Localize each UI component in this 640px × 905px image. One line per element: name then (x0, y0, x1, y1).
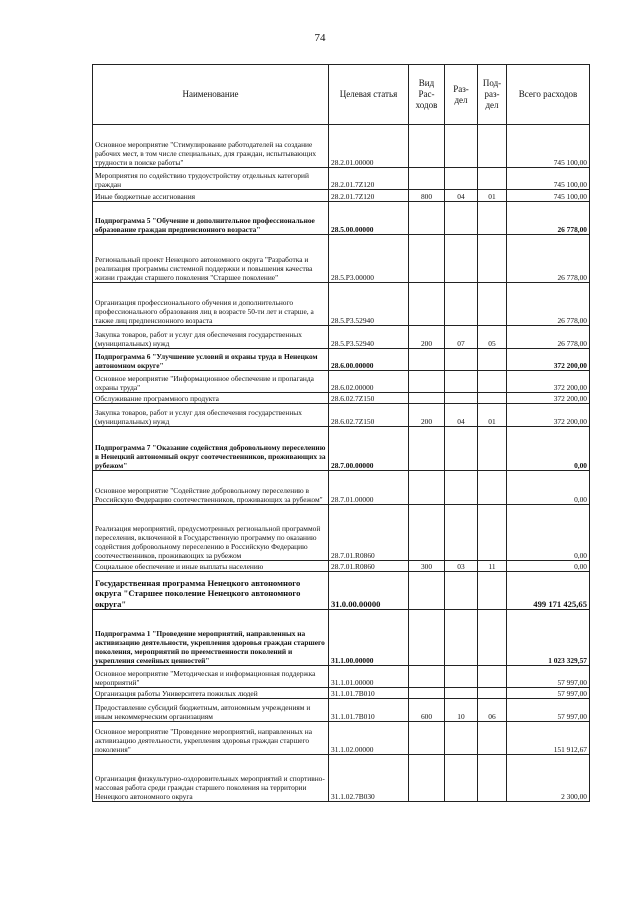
row-code: 31.1.01.00000 (329, 666, 409, 688)
row-total: 372 200,00 (507, 393, 590, 404)
header-vr: Вид Рас- ходов (409, 65, 445, 125)
table-row (93, 699, 590, 722)
row-total: 57 997,00 (507, 666, 590, 688)
row-rz (445, 471, 478, 505)
row-pr (478, 610, 507, 666)
row-total: 151 912,67 (507, 722, 590, 755)
row-pr (478, 572, 507, 610)
row-code: 28.2.01.7Z120 (329, 168, 409, 190)
row-rz (445, 202, 478, 235)
row-code: 28.6.02.00000 (329, 371, 409, 393)
row-rz (445, 393, 478, 404)
row-vr (409, 755, 445, 802)
row-pr (478, 722, 507, 755)
row-pr: 05 (478, 326, 507, 349)
row-rz: 07 (445, 326, 478, 349)
row-total: 0,00 (507, 505, 590, 561)
row-name: Закупка товаров, работ и услуг для обеспечения государственных (муниципальных) нужд (93, 404, 329, 427)
row-pr (478, 371, 507, 393)
row-vr (409, 371, 445, 393)
row-pr (478, 666, 507, 688)
row-pr (478, 283, 507, 326)
table-row (93, 235, 590, 283)
row-total: 0,00 (507, 427, 590, 471)
row-total: 57 997,00 (507, 688, 590, 699)
row-rz (445, 283, 478, 326)
row-name: Основное мероприятие "Проведение мероприятий, направленных на активизацию деятельности, укрепления здоровья граждан старшего поколения" (93, 722, 329, 755)
row-vr (409, 722, 445, 755)
row-code: 28.7.01.00000 (329, 471, 409, 505)
row-name: Закупка товаров, работ и услуг для обеспечения государственных (муниципальных) нужд (93, 326, 329, 349)
row-code: 28.5.P3.52940 (329, 283, 409, 326)
row-code: 28.6.00.00000 (329, 349, 409, 371)
row-name: Подпрограмма 5 "Обучение и дополнительное профессиональное образование граждан предпенсионного возраста" (93, 202, 329, 235)
row-pr (478, 688, 507, 699)
row-pr (478, 168, 507, 190)
row-name: Основное мероприятие "Методическая и информационная поддержка мероприятий" (93, 666, 329, 688)
row-pr: 11 (478, 561, 507, 572)
row-name: Подпрограмма 1 "Проведение мероприятий, направленных на активизацию деятельности, укрепления здоровья граждан старшего поколения, мероприятий по преемственности поколений и укрепления семейных ценностей" (93, 610, 329, 666)
table-row (93, 505, 590, 561)
row-pr (478, 235, 507, 283)
row-name: Иные бюджетные ассигнования (93, 190, 329, 202)
row-name: Обслуживание программного продукта (93, 393, 329, 404)
table-row (93, 168, 590, 190)
table-row (93, 722, 590, 755)
row-name: Мероприятия по содействию трудоустройству отдельных категорий граждан (93, 168, 329, 190)
row-total: 26 778,00 (507, 283, 590, 326)
row-total: 0,00 (507, 471, 590, 505)
row-name: Реализация мероприятий, предусмотренных региональной программой переселения, включенной в Государственную программу по оказанию содействия добровольному переселению в Российскую Федерацию соотечественников, проживающих за рубежом (93, 505, 329, 561)
row-rz (445, 349, 478, 371)
row-total: 26 778,00 (507, 326, 590, 349)
row-total: 26 778,00 (507, 202, 590, 235)
page-number: 74 (314, 32, 326, 44)
row-total: 745 100,00 (507, 190, 590, 202)
row-code: 28.7.01.R0860 (329, 505, 409, 561)
row-code: 28.6.02.7Z150 (329, 393, 409, 404)
row-total: 26 778,00 (507, 235, 590, 283)
row-pr (478, 471, 507, 505)
row-pr (478, 202, 507, 235)
row-vr (409, 572, 445, 610)
table-row (93, 610, 590, 666)
row-rz: 04 (445, 190, 478, 202)
row-code: 28.2.01.00000 (329, 125, 409, 168)
row-vr (409, 349, 445, 371)
row-code: 28.7.01.R0860 (329, 561, 409, 572)
row-code: 28.2.01.7Z120 (329, 190, 409, 202)
row-code: 28.5.P3.52940 (329, 326, 409, 349)
row-total: 57 997,00 (507, 699, 590, 722)
row-vr (409, 471, 445, 505)
row-vr (409, 427, 445, 471)
row-name: Региональный проект Ненецкого автономного округа "Разработка и реализация программы системной поддержки и повышения качества жизни граждан старшего поколения "Старшее поколение" (93, 235, 329, 283)
row-pr (478, 349, 507, 371)
row-rz (445, 168, 478, 190)
row-vr (409, 505, 445, 561)
row-name: Подпрограмма 6 "Улучшение условий и охраны труда в Ненецком автономном округе" (93, 349, 329, 371)
row-total: 499 171 425,65 (507, 572, 590, 610)
row-pr: 01 (478, 404, 507, 427)
row-pr (478, 125, 507, 168)
table-row (93, 471, 590, 505)
row-rz (445, 755, 478, 802)
row-code: 31.1.01.7B010 (329, 699, 409, 722)
row-rz (445, 125, 478, 168)
row-code: 31.1.02.00000 (329, 722, 409, 755)
row-pr: 06 (478, 699, 507, 722)
table-row (93, 283, 590, 326)
row-code: 28.6.02.7Z150 (329, 404, 409, 427)
header-total: Всего расходов (507, 65, 590, 125)
row-pr (478, 755, 507, 802)
row-code: 28.5.00.00000 (329, 202, 409, 235)
row-name: Предоставление субсидий бюджетным, автономным учреждениям и иным некоммерческим организациям (93, 699, 329, 722)
row-name: Подпрограмма 7 "Оказание содействия добровольному переселению в Ненецкий автономный округ соотечественников, проживающих за рубежом" (93, 427, 329, 471)
row-pr (478, 505, 507, 561)
row-total: 1 023 329,57 (507, 610, 590, 666)
row-code: 31.1.02.7B030 (329, 755, 409, 802)
row-code: 31.1.01.7B010 (329, 688, 409, 699)
row-code: 31.0.00.00000 (329, 572, 409, 610)
row-vr (409, 125, 445, 168)
row-rz (445, 235, 478, 283)
row-name: Социальное обеспечение и иные выплаты населению (93, 561, 329, 572)
row-total: 0,00 (507, 561, 590, 572)
row-vr: 300 (409, 561, 445, 572)
row-rz: 04 (445, 404, 478, 427)
row-code: 28.5.P3.00000 (329, 235, 409, 283)
header-rz: Раз- дел (445, 65, 478, 125)
header-code: Целевая статья (329, 65, 409, 125)
row-name: Государственная программа Ненецкого автономного округа "Старшее поколение Ненецкого автономного округа" (93, 572, 329, 610)
row-rz (445, 505, 478, 561)
table-row (93, 202, 590, 235)
row-rz (445, 666, 478, 688)
row-name: Основное мероприятие "Стимулирование работодателей на создание рабочих мест, в том числе специальных, для граждан, испытывающих трудности в поиске работы" (93, 125, 329, 168)
header-pr: Под- раз- дел (478, 65, 507, 125)
row-vr: 800 (409, 190, 445, 202)
row-pr (478, 393, 507, 404)
row-total: 372 200,00 (507, 371, 590, 393)
row-pr: 01 (478, 190, 507, 202)
row-rz (445, 610, 478, 666)
row-vr (409, 202, 445, 235)
table-row (93, 572, 590, 610)
row-vr (409, 688, 445, 699)
row-name: Основное мероприятие "Содействие добровольному переселению в Российскую Федерацию соотечественников, проживающих за рубежом" (93, 471, 329, 505)
row-name: Организация профессионального обучения и дополнительного профессионального образования лиц в возрасте 50-ти лет и старше, а также лиц предпенсионного возраста (93, 283, 329, 326)
row-total: 372 200,00 (507, 349, 590, 371)
table-row (93, 371, 590, 393)
table-row (93, 688, 590, 699)
table-row (93, 755, 590, 802)
row-vr (409, 393, 445, 404)
table-row (93, 404, 590, 427)
table-header-row (93, 65, 590, 125)
table-row (93, 393, 590, 404)
row-rz (445, 688, 478, 699)
row-vr (409, 666, 445, 688)
header-name: Наименование (93, 65, 329, 125)
row-name: Организация работы Университета пожилых людей (93, 688, 329, 699)
row-total: 745 100,00 (507, 125, 590, 168)
row-code: 31.1.00.00000 (329, 610, 409, 666)
row-total: 372 200,00 (507, 404, 590, 427)
row-vr: 200 (409, 326, 445, 349)
table-row (93, 190, 590, 202)
row-rz: 03 (445, 561, 478, 572)
table-row (93, 666, 590, 688)
row-vr (409, 283, 445, 326)
row-code: 28.7.00.00000 (329, 427, 409, 471)
row-rz (445, 427, 478, 471)
row-vr: 200 (409, 404, 445, 427)
row-vr: 600 (409, 699, 445, 722)
row-total: 2 300,00 (507, 755, 590, 802)
row-name: Организация физкультурно-оздоровительных мероприятий и спортивно-массовая работа среди граждан старшего поколения на территории Ненецкого автономного округа (93, 755, 329, 802)
table-row (93, 125, 590, 168)
row-pr (478, 427, 507, 471)
table-row (93, 561, 590, 572)
table-row (93, 349, 590, 371)
row-rz (445, 722, 478, 755)
row-name: Основное мероприятие "Информационное обеспечение и пропаганда охраны труда" (93, 371, 329, 393)
table-row (93, 326, 590, 349)
table-row (93, 427, 590, 471)
budget-table (92, 64, 590, 802)
row-vr (409, 235, 445, 283)
row-vr (409, 168, 445, 190)
row-rz (445, 371, 478, 393)
row-rz (445, 572, 478, 610)
row-vr (409, 610, 445, 666)
row-rz: 10 (445, 699, 478, 722)
row-total: 745 100,00 (507, 168, 590, 190)
